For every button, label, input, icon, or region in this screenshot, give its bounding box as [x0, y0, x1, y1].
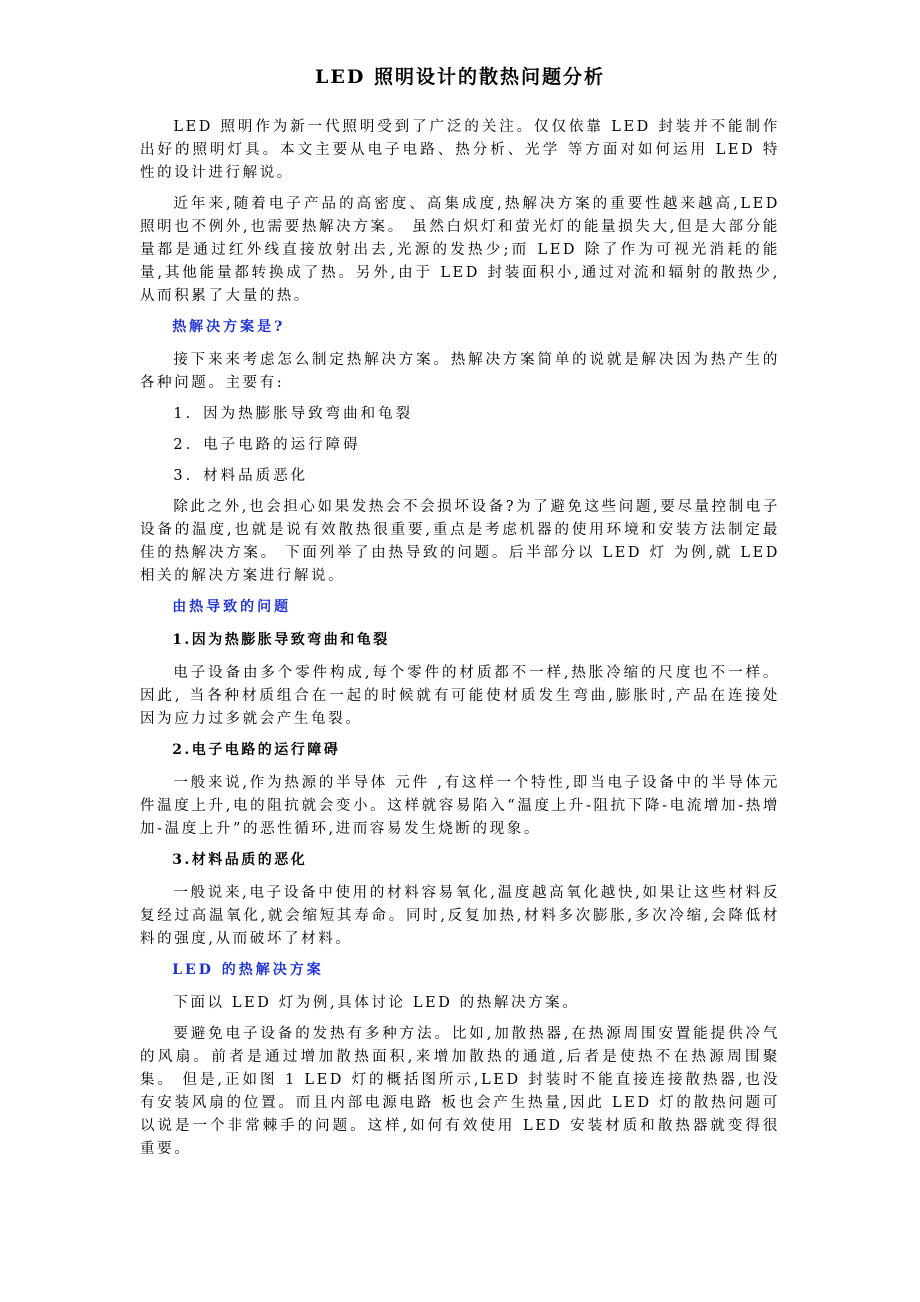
- thermal-expansion-paragraph: 电子设备由多个零件构成,每个零件的材质都不一样,热胀冷缩的尺度也不一样。因此, 当各种材质组合在一起的时候就有可能使材质发生弯曲,膨胀时,产品在连接处因为应力过多就会产生龟裂。: [140, 665, 780, 727]
- subheading-material-degradation: 3.材料品质的恶化: [172, 852, 308, 868]
- led-solution-paragraph-1: 下面以 LED 灯为例,具体讨论 LED 的热解决方案。: [173, 995, 580, 1011]
- section1-paragraph: 接下来来考虑怎么制定热解决方案。热解决方案简单的说就是解决因为热产生的各种问题。主要有:: [140, 352, 780, 391]
- section-heading-led-solution: LED 的热解决方案: [172, 962, 324, 978]
- subheading-circuit-failure: 2.电子电路的运行障碍: [172, 742, 341, 758]
- section-heading-heat-problems: 由热导致的问题: [172, 599, 292, 615]
- intro-paragraph-1: LED 照明作为新一代照明受到了广泛的关注。仅仅依靠 LED 封装并不能制作出好的照明灯具。本文主要从电子电路、热分析、光学 等方面对如何运用 LED 特性的设计进行解说。: [140, 119, 780, 181]
- list-item-1: 1．因为热膨胀导致弯曲和龟裂: [173, 406, 414, 422]
- section-heading-thermal-solution: 热解决方案是?: [172, 319, 286, 335]
- subheading-thermal-expansion: 1.因为热膨胀导致弯曲和龟裂: [172, 632, 390, 648]
- led-solution-paragraph-2: 要避免电子设备的发热有多种方法。比如,加散热器,在热源周围安置能提供冷气的风扇。前者是通过增加散热面积,来增加散热的通道,后者是使热不在热源周围聚集。 但是,正如图 1 LED 灯的概括图所示,LED 封装时不能直接连接散热器,也没有安装风扇的位置。而且内部电源电路 板也会产生热量,因此 LED 灯的散热问题可以说是一个非常棘手的问题。这样,如何有效使用 LED 安装材质和散热器就变得很重要。: [140, 1026, 780, 1157]
- list-item-2: 2．电子电路的运行障碍: [173, 437, 361, 453]
- list-item-3: 3．材料品质恶化: [173, 468, 309, 484]
- document-page: [140, 64, 780, 1169]
- circuit-failure-paragraph: 一般来说,作为热源的半导体 元件 ,有这样一个特性,即当电子设备中的半导体元件温度上升,电的阻抗就会变小。这样就容易陷入“温度上升-阻抗下降-电流增加-热增加-温度上升”的恶性循环,进而容易发生烧断的现象。: [140, 775, 780, 837]
- section1-paragraph-2: 除此之外,也会担心如果发热会不会损坏设备?为了避免这些问题,要尽量控制电子设备的温度,也就是说有效散热很重要,重点是考虑机器的使用环境和安装方法制定最佳的热解决方案。 下面列举了由热导致的问题。后半部分以 LED 灯 为例,就 LED 相关的解决方案进行解说。: [140, 499, 780, 584]
- intro-paragraph-2: 近年来,随着电子产品的高密度、高集成度,热解决方案的重要性越来越高,LED 照明也不例外,也需要热解决方案。 虽然白炽灯和萤光灯的能量损失大,但是大部分能量都是通过红外线直接放射出去,光源的发热少;而 LED 除了作为可视光消耗的能量,其他能量都转换成了热。另外,由于 LED 封装面积小,通过对流和辐射的散热少,从而积累了大量的热。: [140, 196, 780, 304]
- material-degradation-paragraph: 一般说来,电子设备中使用的材料容易氧化,温度越高氧化越快,如果让这些材料反复经过高温氧化,就会缩短其寿命。同时,反复加热,材料多次膨胀,多次冷缩,会降低材料的强度,从而破坏了材料。: [140, 885, 780, 947]
- document-title: LED 照明设计的散热问题分析: [315, 66, 605, 88]
